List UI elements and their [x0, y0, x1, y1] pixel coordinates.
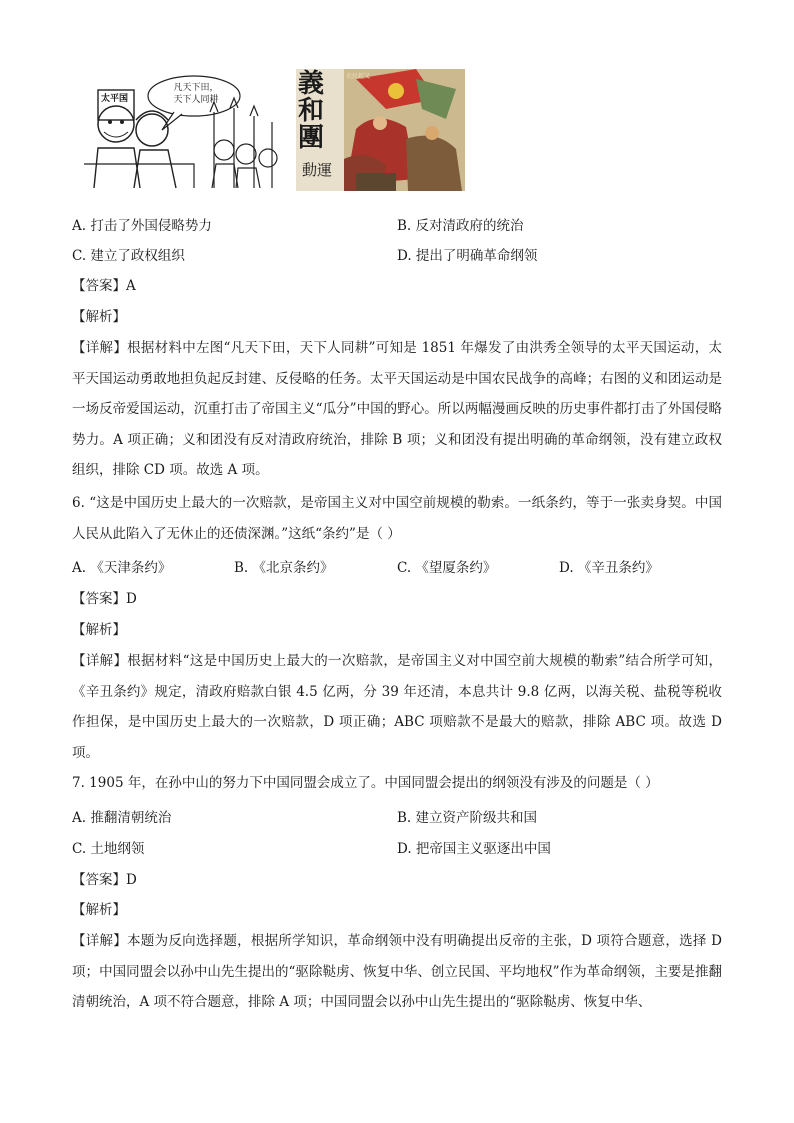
q6-detail-text: 根据材料“这是中国历史上最大的一次赔款，是帝国主义对中国空前大规模的勒索”结合所学可知，《辛丑条约》规定，清政府赔款白银 4.5 亿两，分 39 年还清，本息共计 9.8 亿两，以海关税、盐税等税收作担保，是中国历史上最大的一次赔款，D 项正确；ABC 项赔款不是最大的赔款，排除 ABC 项。故选 D 项。 — [72, 653, 722, 761]
title-char-2: 和 — [298, 96, 325, 126]
title-char-1: 義 — [298, 69, 325, 99]
q7-detail-text: 本题为反向选择题，根据所学知识，革命纲领中没有明确提出反帝的主张，D 项符合题意，选择 D 项；中国同盟会以孙中山先生提出的“驱除鞑虏、恢复中华、创立民国、平均地权”作为革命纲领，主要是推翻清朝统治，A 项不符合题意，排除 A 项；中国同盟会以孙中山先生提出的“驱除鞑虏、恢复中华、 — [72, 933, 722, 1010]
q6-option-a: A. 《天津条约》 — [72, 560, 172, 576]
q5-detail-text: 根据材料中左图“凡天下田，天下人同耕”可知是 1851 年爆发了由洪秀全领导的太平天国运动，太平天国运动勇敢地担负起反封建、反侵略的任务。太平天国运动是中国农民战争的高峰；右图的义和团运动是一场反帝爱国运动，沉重打击了帝国主义“瓜分”中国的野心。所以两幅漫画反映的历史事件都打击了外国侵略势力。A 项正确；义和团没有反对清政府统治，排除 B 项；义和团没有提出明确的革命纲领，没有建立政权组织，排除 CD 项。故选 A 项。 — [72, 340, 722, 478]
q7-option-d: D. 把帝国主义驱逐出中国 — [397, 841, 551, 857]
q7-detail — [72, 926, 722, 1018]
q7-answer: 【答案】D — [72, 872, 137, 888]
q6-detail-label: 【详解】 — [72, 653, 128, 669]
boxer-subtitle: 動運 — [302, 161, 333, 179]
taiping-banner: 太平国 — [101, 94, 129, 104]
boxer-title — [298, 71, 338, 152]
boxer-tag: 农民起义 — [346, 73, 371, 80]
q6-answer: 【答案】D — [72, 591, 137, 607]
q5-detail-label: 【详解】 — [72, 340, 128, 356]
q6-option-c: C. 《望厦条约》 — [397, 560, 497, 576]
q7-option-a: A. 推翻清朝统治 — [72, 810, 172, 826]
q5-detail — [72, 333, 722, 486]
title-char-3: 團 — [298, 123, 325, 153]
q7-jiexi: 【解析】 — [72, 902, 126, 918]
q5-option-b: B. 反对清政府的统治 — [397, 218, 524, 234]
bubble-line-1: 凡天下田， — [173, 83, 219, 93]
q6-jiexi: 【解析】 — [72, 622, 126, 638]
q7-detail-label: 【详解】 — [72, 933, 128, 949]
q7-option-b: B. 建立资产阶级共和国 — [397, 810, 538, 826]
taiping-cartoon-image — [84, 72, 290, 188]
q5-option-a: A. 打击了外国侵略势力 — [72, 218, 212, 234]
q7-stem: 7. 1905 年，在孙中山的努力下中国同盟会成立了。中国同盟会提出的纲领没有涉及的问题是（ ） — [72, 775, 659, 791]
q6-option-b: B. 《北京条约》 — [234, 560, 334, 576]
boxer-movement-image — [296, 69, 465, 191]
q5-jiexi: 【解析】 — [72, 309, 126, 325]
q6-detail — [72, 646, 722, 768]
q7-option-c: C. 土地纲领 — [72, 841, 145, 857]
q5-option-d: D. 提出了明确革命纲领 — [397, 248, 538, 264]
bubble-line-2: 天下人同耕 — [173, 95, 219, 105]
q6-option-d: D. 《辛丑条约》 — [559, 560, 659, 576]
q5-answer: 【答案】A — [72, 278, 136, 294]
q6-stem: 6. “这是中国历史上最大的一次赔款，是帝国主义对中国空前规模的勒索。一纸条约，等于一张卖身契。中国人民从此陷入了无休止的还债深渊。”这纸“条约”是（ ） — [72, 495, 722, 542]
q5-option-c: C. 建立了政权组织 — [72, 248, 185, 264]
bubble-text — [168, 82, 224, 106]
